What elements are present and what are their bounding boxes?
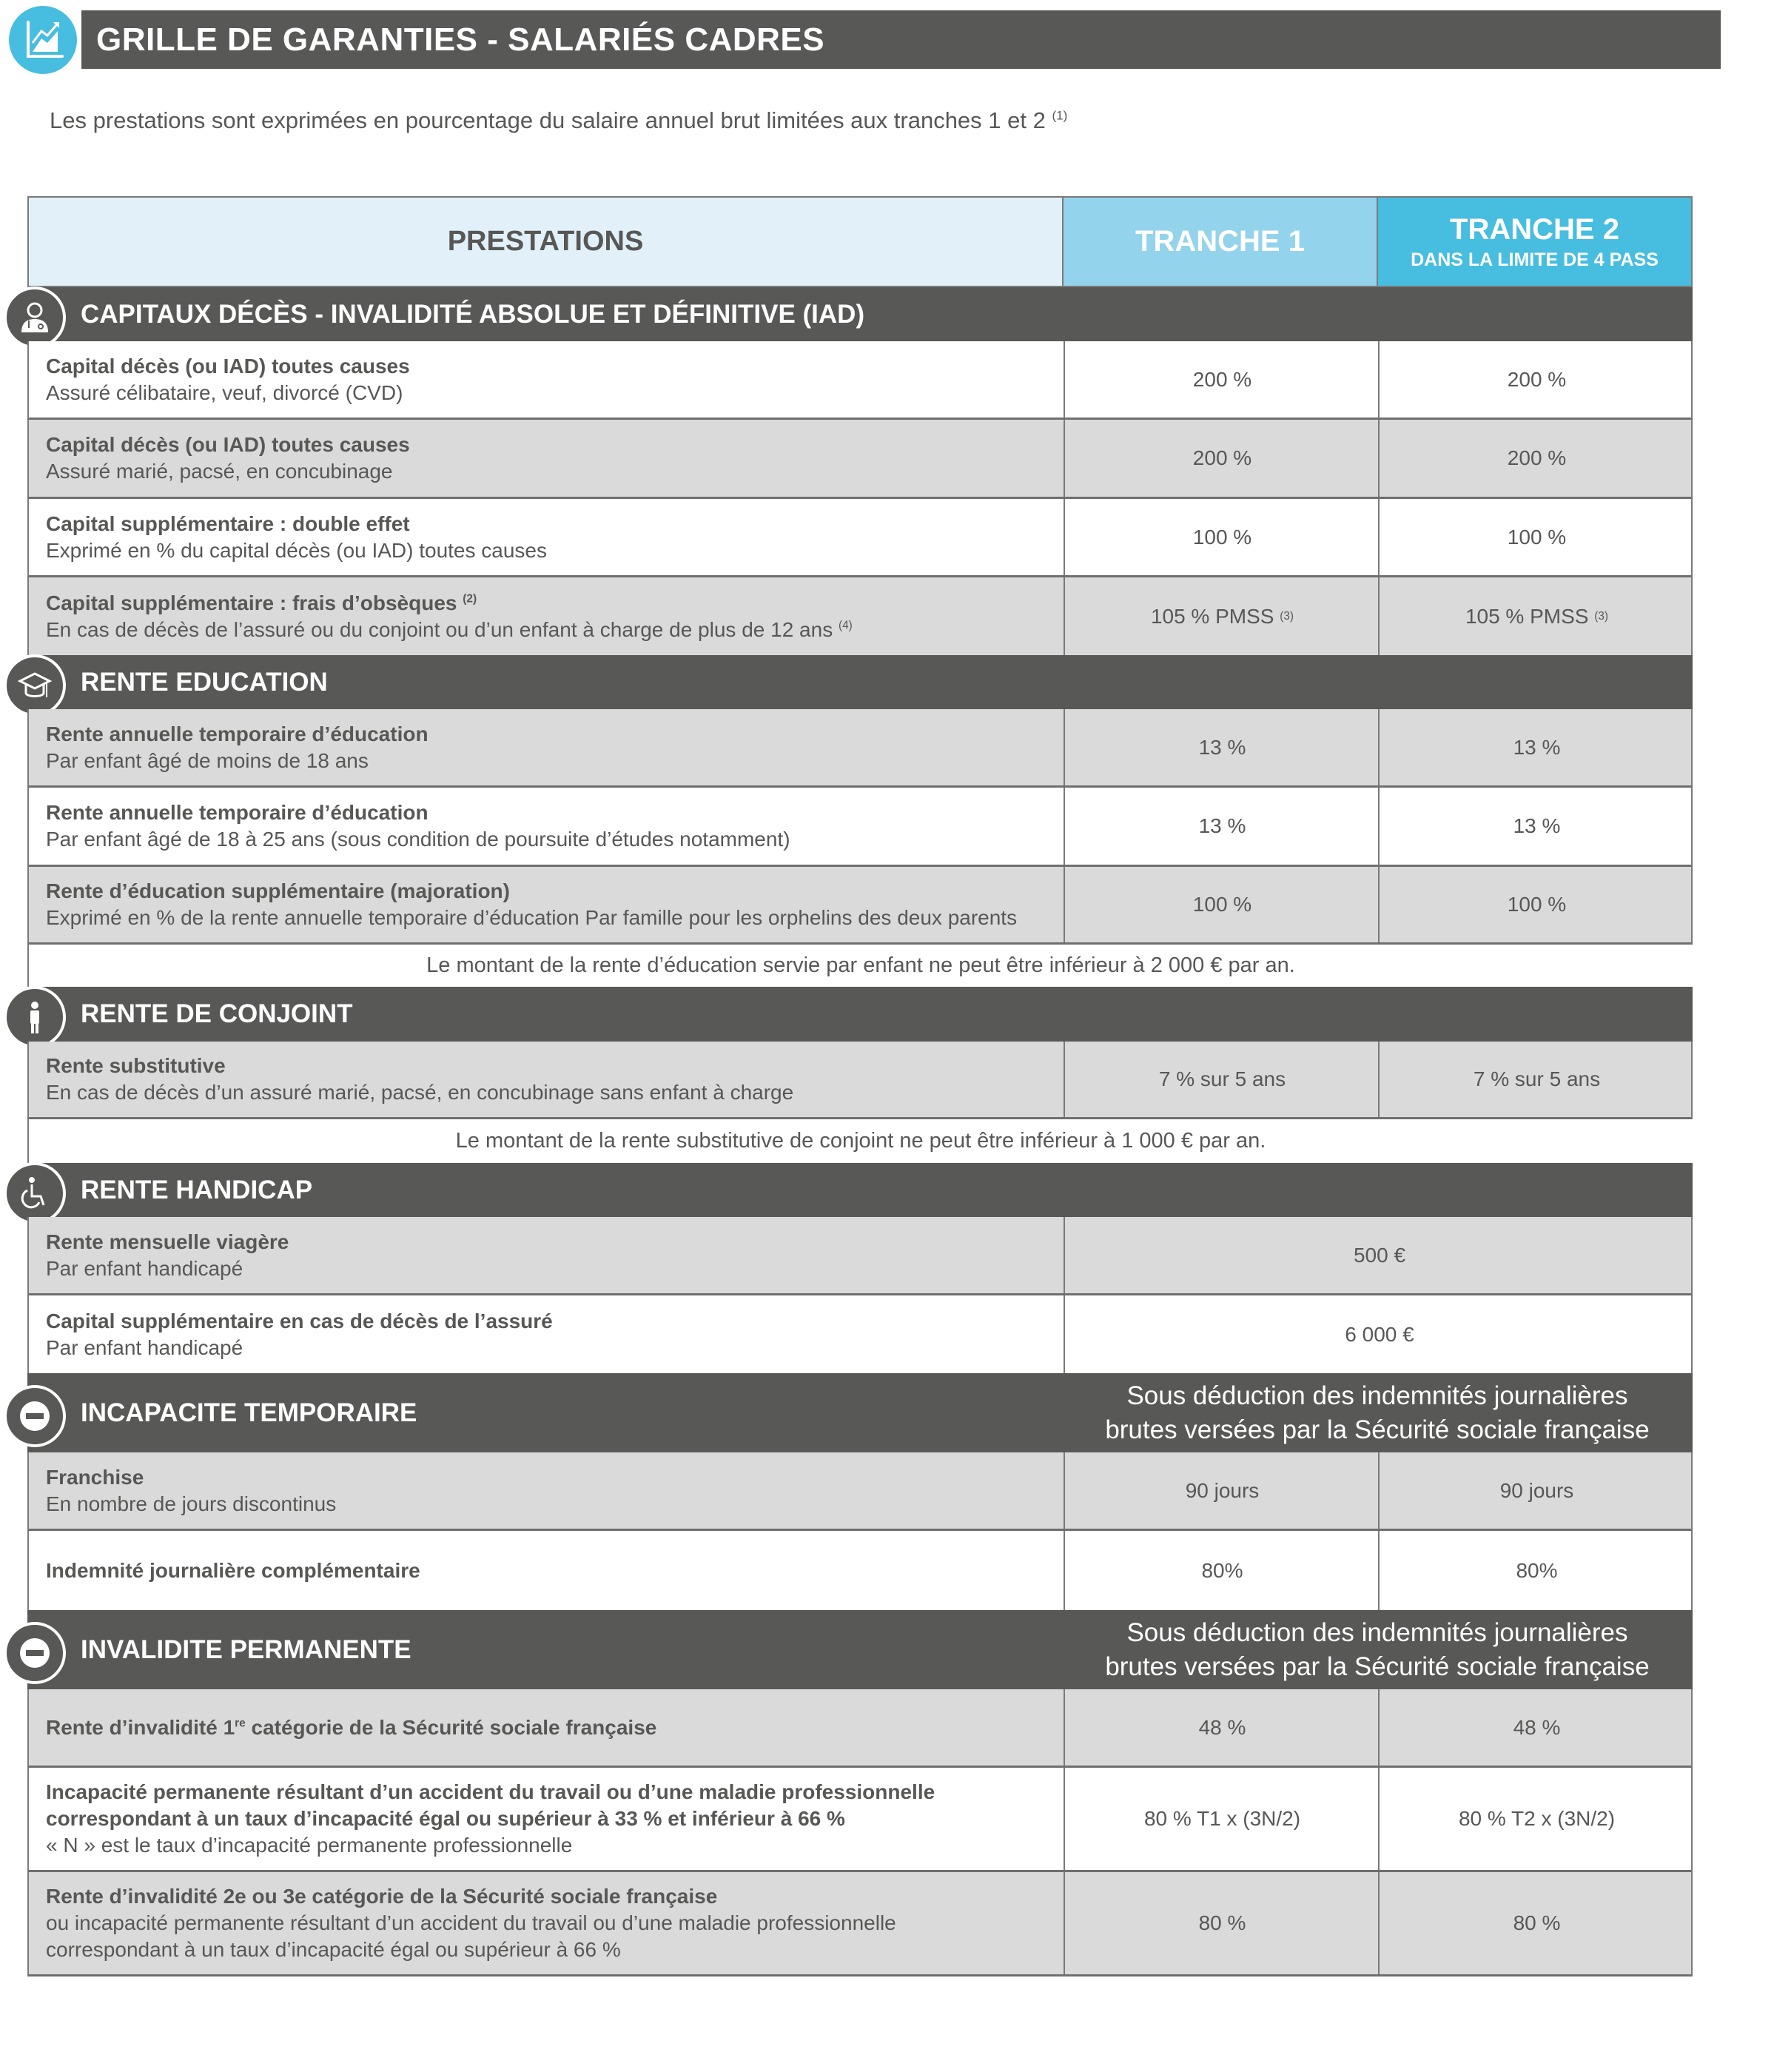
row-label <box>29 577 1081 655</box>
row-subtitle: Exprimé en % de la rente annuelle temporaire d’éducation Par famille pour les orphelins des deux parents <box>46 906 1018 929</box>
tranche1-value: 100 % <box>1064 499 1380 575</box>
tranche1-value: 80% <box>1064 1531 1380 1610</box>
tranche2-value: 80 % T2 x (3N/2) <box>1378 1768 1694 1870</box>
section-title: INCAPACITE TEMPORAIRE <box>81 1398 417 1427</box>
section-header-handicap <box>27 1163 1693 1217</box>
section-title: INVALIDITE PERMANENTE <box>81 1635 411 1664</box>
tranche1-value: 13 % <box>1064 788 1380 865</box>
row-subtitle: Assuré marié, pacsé, en concubinage <box>46 460 393 483</box>
section-note-line: brutes versées par la Sécurité sociale française <box>1105 1652 1650 1681</box>
education-note: Le montant de la rente d’éducation servie par enfant ne peut être inférieur à 2 000 € par an. <box>27 945 1693 987</box>
row-title: Capital supplémentaire : frais d’obsèques <box>46 591 457 614</box>
value-text: 105 % PMSS <box>1150 604 1274 628</box>
section-header-invalidite <box>27 1610 1693 1689</box>
combined-value: 6 000 € <box>1064 1295 1694 1373</box>
graduation-cap-icon <box>4 654 66 717</box>
section-header-incapacite <box>27 1373 1693 1452</box>
row-title: Rente d’invalidité 2e ou 3e catégorie de la Sécurité sociale française <box>46 1885 718 1908</box>
row-label <box>29 1689 1081 1766</box>
table-row <box>27 1689 1693 1768</box>
row-title: Franchise <box>46 1465 144 1489</box>
row-label <box>29 867 1081 942</box>
section-title: CAPITAUX DÉCÈS - INVALIDITÉ ABSOLUE ET DÉFINITIVE (IAD) <box>81 299 865 329</box>
row-title-rest: catégorie de la Sécurité sociale française <box>245 1715 657 1739</box>
table-row <box>27 1531 1693 1610</box>
section-note <box>1062 1373 1693 1452</box>
page-title: GRILLE DE GARANTIES - SALARIÉS CADRES <box>96 21 825 58</box>
footnote-ref: (4) <box>838 619 853 632</box>
tranche2-value: 100 % <box>1378 499 1694 575</box>
table-row <box>27 577 1693 655</box>
row-title: Capital décès (ou IAD) toutes causes <box>46 433 410 456</box>
table-row <box>27 420 1693 499</box>
row-subtitle: Par enfant âgé de moins de 18 ans <box>46 748 369 772</box>
row-title: Rente substitutive <box>46 1054 226 1077</box>
column-header-label: TRANCHE 2 <box>1450 212 1619 246</box>
row-label <box>29 341 1081 418</box>
tranche2-value: 13 % <box>1378 709 1694 785</box>
footnote-ref: (1) <box>1052 108 1068 123</box>
tranche2-value: 200 % <box>1378 420 1694 497</box>
tranche1-value: 48 % <box>1064 1689 1380 1766</box>
table-row <box>27 1768 1693 1872</box>
section-title: RENTE EDUCATION <box>81 667 328 697</box>
column-header-label: TRANCHE 1 <box>1135 225 1305 258</box>
footnote-ref: (2) <box>463 592 477 606</box>
doctor-icon <box>4 286 66 349</box>
row-title: Rente annuelle temporaire d’éducation <box>46 801 429 824</box>
tranche2-value: 7 % sur 5 ans <box>1378 1042 1694 1117</box>
column-header-sublabel: DANS LA LIMITE DE 4 PASS <box>1411 249 1659 270</box>
table-row <box>27 709 1693 788</box>
row-subtitle: ou incapacité permanente résultant d’un accident du travail ou d’une maladie professionnelle <box>46 1911 896 1934</box>
tranche1-value: 105 % PMSS (3) <box>1064 577 1380 655</box>
table-row <box>27 499 1693 577</box>
row-title: Rente d’éducation supplémentaire (majoration) <box>46 879 510 902</box>
person-icon <box>4 986 66 1048</box>
row-subtitle: Assuré célibataire, veuf, divorcé (CVD) <box>46 380 403 404</box>
tranche2-value: 200 % <box>1378 341 1694 418</box>
section-title: RENTE HANDICAP <box>81 1175 313 1204</box>
column-header-tranche2 <box>1377 196 1693 287</box>
tranche2-value: 13 % <box>1378 788 1694 865</box>
row-label <box>29 1042 1081 1117</box>
section-header-capitaux <box>27 287 1693 341</box>
tranche1-value: 90 jours <box>1064 1452 1380 1529</box>
row-subtitle: Par enfant handicapé <box>46 1335 243 1359</box>
row-title: Capital supplémentaire : double effet <box>46 512 410 535</box>
table-row <box>27 1872 1693 1977</box>
table-row <box>27 1042 1693 1119</box>
row-label <box>29 420 1081 497</box>
row-subtitle: Par enfant handicapé <box>46 1256 243 1280</box>
row-label <box>29 1768 1081 1870</box>
tranche1-value: 200 % <box>1064 420 1380 497</box>
row-subtitle-line2: correspondant à un taux d’incapacité égal ou supérieur à 66 % <box>46 1938 621 1961</box>
row-label <box>29 1217 1081 1293</box>
row-subtitle: En cas de décès de l’assuré ou du conjoint ou d’un enfant à charge de plus de 12 ans <box>46 617 833 641</box>
wheelchair-icon <box>4 1162 66 1224</box>
column-header-tranche1 <box>1062 196 1378 287</box>
row-subtitle: Par enfant âgé de 18 à 25 ans (sous condition de poursuite d’études notamment) <box>46 828 790 851</box>
table-row <box>27 1217 1693 1295</box>
tranche1-value: 80 % <box>1064 1872 1380 1974</box>
section-note-line: brutes versées par la Sécurité sociale française <box>1105 1415 1650 1444</box>
section-header-education <box>27 655 1693 709</box>
column-header-label: PRESTATIONS <box>447 226 644 257</box>
row-title: Rente annuelle temporaire d’éducation <box>46 722 429 745</box>
section-title: RENTE DE CONJOINT <box>81 999 353 1028</box>
minus-circle-icon <box>4 1385 66 1447</box>
row-label <box>29 1452 1081 1529</box>
tranche1-value: 80 % T1 x (3N/2) <box>1064 1768 1380 1870</box>
row-label <box>29 788 1081 865</box>
tranche2-value: 100 % <box>1378 867 1694 942</box>
row-label <box>29 1531 1081 1610</box>
ordinal-suffix: re <box>235 1717 246 1730</box>
row-label <box>29 1295 1081 1373</box>
row-label <box>29 1872 1081 1974</box>
tranche2-value: 48 % <box>1378 1689 1694 1766</box>
row-label <box>29 499 1081 575</box>
tranche1-value: 13 % <box>1064 709 1380 785</box>
minus-circle-icon <box>4 1622 66 1684</box>
section-note <box>1062 1610 1693 1689</box>
row-title: Capital décès (ou IAD) toutes causes <box>46 354 410 378</box>
tranche1-value: 200 % <box>1064 341 1380 418</box>
row-subtitle: « N » est le taux d’incapacité permanente professionnelle <box>46 1834 573 1857</box>
row-title: Rente mensuelle viagère <box>46 1230 289 1253</box>
tranche1-value: 7 % sur 5 ans <box>1064 1042 1380 1117</box>
table-row <box>27 1295 1693 1373</box>
row-title: Indemnité journalière complémentaire <box>46 1558 420 1582</box>
row-subtitle: En nombre de jours discontinus <box>46 1492 337 1515</box>
tranche2-value: 80 % <box>1378 1872 1694 1974</box>
row-subtitle: En cas de décès d’un assuré marié, pacsé, en concubinage sans enfant à charge <box>46 1081 794 1104</box>
table-row <box>27 1452 1693 1531</box>
table-row <box>27 341 1693 420</box>
row-title-line2: correspondant à un taux d’incapacité égal ou supérieur à 33 % et inférieur à 66 % <box>46 1807 845 1830</box>
tranche2-value: 90 jours <box>1378 1452 1694 1529</box>
tranche1-value: 100 % <box>1064 867 1380 942</box>
section-note-line: Sous déduction des indemnités journalières <box>1126 1381 1628 1410</box>
table-row <box>27 788 1693 867</box>
column-header-prestations <box>27 196 1064 287</box>
chart-growth-icon <box>6 3 80 77</box>
tranche2-value: 80% <box>1378 1531 1694 1610</box>
tranche2-value: 105 % PMSS (3) <box>1378 577 1694 655</box>
combined-value: 500 € <box>1064 1217 1694 1293</box>
section-note-line: Sous déduction des indemnités journalières <box>1126 1617 1628 1647</box>
conjoint-note: Le montant de la rente substitutive de conjoint ne peut être inférieur à 1 000 € par an. <box>27 1119 1693 1163</box>
row-subtitle: Exprimé en % du capital décès (ou IAD) toutes causes <box>46 538 548 562</box>
row-title: Incapacité permanente résultant d’un accident du travail ou d’une maladie professionnelle <box>46 1780 935 1803</box>
row-title: Capital supplémentaire en cas de décès de l’assuré <box>46 1309 553 1332</box>
table-row <box>27 867 1693 945</box>
value-text: 105 % PMSS <box>1465 604 1589 628</box>
section-header-conjoint <box>27 987 1693 1042</box>
subtitle <box>50 107 1067 134</box>
subtitle-text: Les prestations sont exprimées en pourcentage du salaire annuel brut limitées aux tranches 1 et 2 <box>50 107 1046 133</box>
row-label <box>29 709 1081 785</box>
row-title: Rente d’invalidité 1 <box>46 1715 235 1739</box>
